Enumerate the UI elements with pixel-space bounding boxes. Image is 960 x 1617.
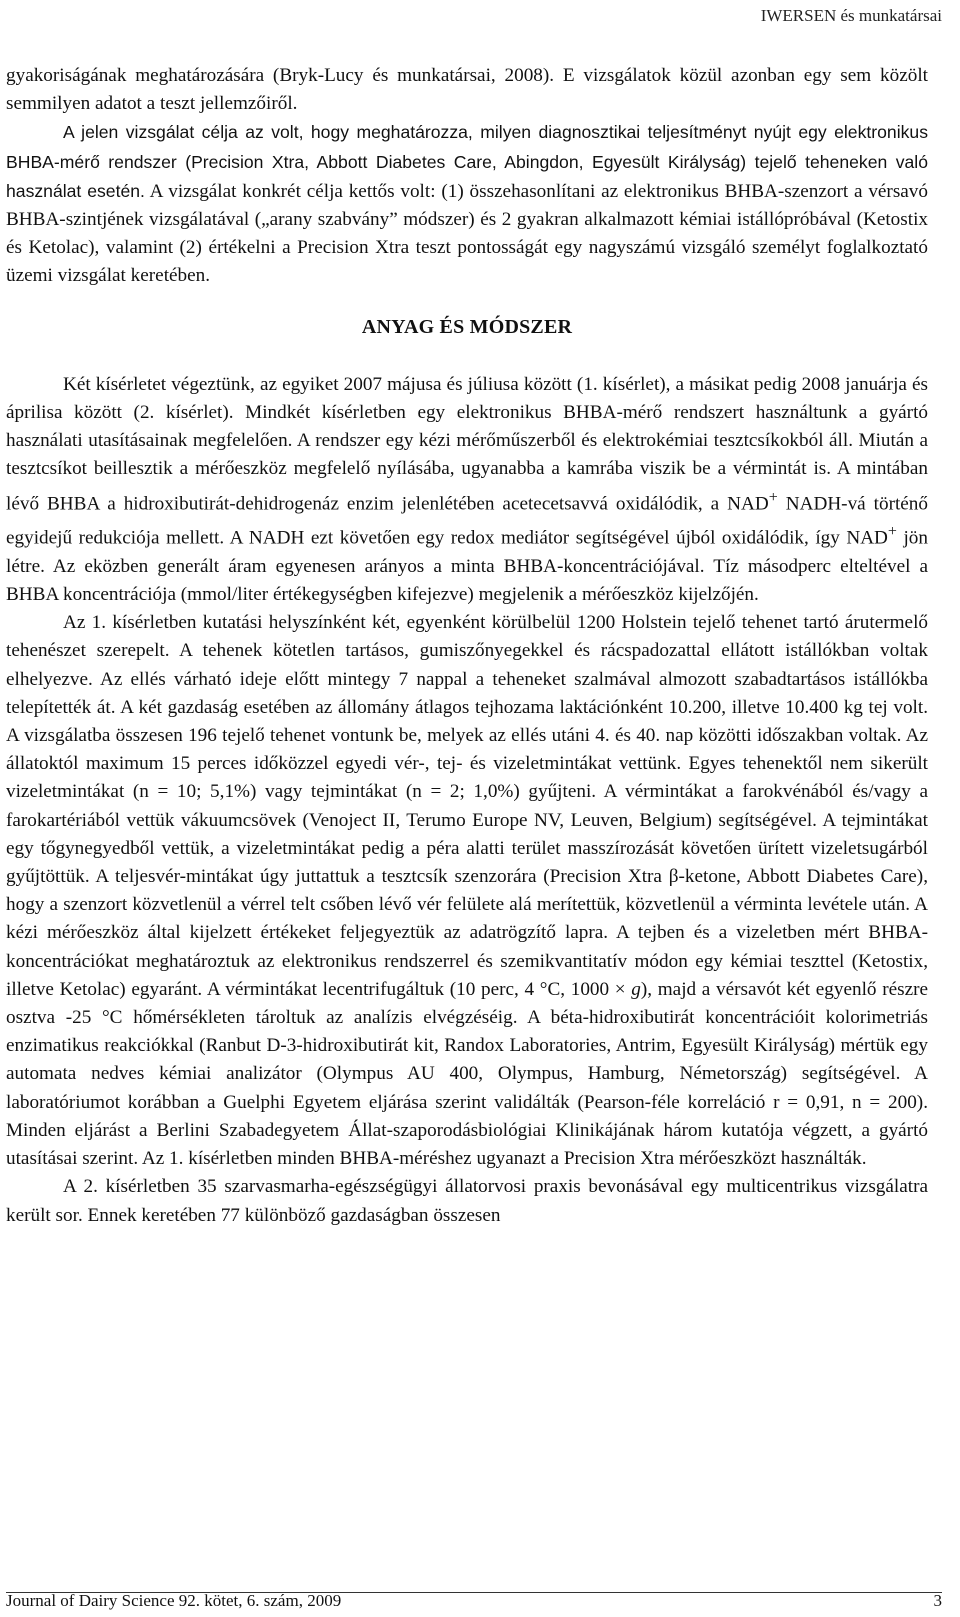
paragraph-experiment-1: [6, 609, 928, 1173]
running-head: IWERSEN és munkatársai: [760, 6, 942, 25]
footer-journal-citation: Journal of Dairy Science 92. kötet, 6. szám, 2009: [6, 1591, 342, 1610]
paragraph-intro-continuation: gyakoriságának meghatározására (Bryk-Lucy és munkatársai, 2008). E vizsgálatok közül azonban egy sem közölt semmilyen adatot a teszt jellemzőiről.: [6, 65, 928, 115]
methods-text-c: jön létre. Az eközben generált áram egyenesen arányos a minta BHBA-koncentrációjával. Tíz másodperc elteltével a BHBA koncentrációja (mmol/liter értékegységben kifejezve) megjelenik a mérőeszköz kijelzőjén.: [6, 527, 928, 606]
methods-text-b: NADH-vá történő egyidejű redukciója mellett. A NADH ezt követően egy redox mediátor segítségével újból oxidálódik, így NAD: [6, 493, 928, 549]
times-symbol: ×: [614, 978, 626, 1000]
superscript-plus: +: [887, 523, 897, 541]
superscript-plus: +: [768, 488, 778, 506]
paragraph-experiment-2: A 2. kísérletben 35 szarvasmarha-egészségügyi állatorvosi praxis bevonásával egy multicentrikus vizsgálatra került sor. Ennek keretében 77 különböző gazdaságban összesen: [6, 1176, 928, 1226]
article-body: [6, 62, 928, 1230]
experiment-1-text-b: ), majd a vérsavót két egyenlő részre osztva -25 °C hőmérsékleten tároltuk az analízis elvégzéséig. A béta-hidroxibutirát koncentrációit kolorimetriás enzimatikus reakciókkal (Ranbut D-3-hidroxibutirát kit, Randox Laboratories, Antrim, Egyesült Királyság) mértük egy automata nedves kémiai analizátor (Olympus AU 400, Olympus, Hamburg, Németország) segítségével. A laboratóriumot korábban a Guelphi Egyetem eljárása szerint validálták (Pearson-féle korreláció r = 0,91, n = 200). Minden eljárást a Berlini Szabadegyetem Állat-szaporodásbiológiai Klinikájának három kutatója végzett, a gyártó utasításai szerint. Az 1. kísérletben minden BHBA-méréshez ugyanazt a Precision Xtra mérőeszközt használták.: [6, 978, 929, 1170]
aims-sentence: A jelen vizsgálat célja az volt, hogy meghatározza, milyen diagnosztikai teljesítményt nyújt egy elektronikus BHBA-mérő rendszer (Precision Xtra, Abbott Diabetes Care, Abingdon, Egyesült Királyság) tejelő teheneken való használat esetén.: [6, 122, 928, 201]
section-heading-methods: ANYAG ÉS MÓDSZER: [361, 315, 573, 338]
paragraph-methods-system: [6, 371, 928, 609]
page-number: 3: [933, 1591, 942, 1610]
gravity-unit: g: [631, 978, 641, 1000]
methods-text-a: Két kísérletet végeztünk, az egyiket 2007 májusa és júliusa között (1. kísérlet), a másikat pedig 2008 januárja és áprilisa között (2. kísérlet). Mindkét kísérletben egy elektronikus BHBA-mérő rendszert használtunk a gyártó használati utasításainak megfelelően. A rendszer egy kézi mérőműszerből és elektrokémiai tesztcsíkokból áll. Miután a tesztcsíkot beillesztik a mérőeszköz megfelelő nyílásába, ugyanabba a kamrába viszik be a vérmintát is. A mintában lévő BHBA a hidroxibutirát-dehidrogenáz enzim jelenlétében acetecetsavvá oxidálódik, a NAD: [6, 373, 928, 515]
aims-detail: A vizsgálat konkrét célja kettős volt: (1) összehasonlítani az elektronikus BHBA-szenzort a vérsavó BHBA-szintjének vizsgálatával („arany szabvány” módszer) és 2 gyakran alkalmazott kémiai istállópróbával (Ketostix és Ketolac), valamint (2) értékelni a Precision Xtra teszt pontosságát egy nagyszámú vizsgáló személyt foglalkoztató üzemi vizsgálat keretében.: [6, 180, 928, 287]
paragraph-aims: [6, 118, 928, 290]
experiment-1-text-a: Az 1. kísérletben kutatási helyszínként két, egyenként körülbelül 1200 Holstein tejelő tehenet tartó árutermelő tehenészet szerepelt. A tehenek kötetlen tartásos, gumiszőnyegekkel és rácspadozattal ellátott istállókban voltak elhelyezve. Az ellés várható ideje előtt mintegy 7 nappal a teheneket szalmával almozott szabadtartásos istállókba telepítették át. A két gazdaság esetében az állomány átlagos tejhozama laktációnként 10.200, illetve 10.400 kg tej volt. A vizsgálatba összesen 196 tejelő tehenet vontunk be, melyek az ellés utáni 4. és 40. nap közötti időszakban voltak. Az állatoktól maximum 15 perces időközzel egyedi vér-, tej- és vizeletmintákat vettünk. Egyes tehenektől nem sikerült vizeletmintákat (n = 10; 5,1%) vagy tejmintákat (n = 2; 1,0%) gyűjteni. A vérmintákat a farokvénából és/vagy a farokartériából vettük vákuumcsövek (Venoject II, Terumo Europe NV, Leuven, Belgium) segítségével. A tejmintákat egy tőgynegyedből vettük, a vizeletmintákat pedig a péra alatti terület masszírozását követően ürített vizeletsugárból gyűjtöttük. A teljesvér-mintákat úgy juttattuk a tesztcsík szenzorára (Precision Xtra β-ketone, Abbott Diabetes Care), hogy a szenzort közvetlenül a vérrel telt csőben lévő vér felülete alá merítettük, közvetlenül a vérminta levétele után. A kézi mérőeszköz által kijelzett értékeket feljegyeztük az adatrögzítő lapra. A tejben és a vizeletben mért BHBA-koncentrációkat meghatároztuk az elektronikus rendszerrel és szemikvantitatív módon egy kémiai teszttel (Ketostix, illetve Ketolac) egyaránt. A vérmintákat lecentrifugáltuk (10 perc, 4 °C, 1000: [6, 612, 928, 1000]
